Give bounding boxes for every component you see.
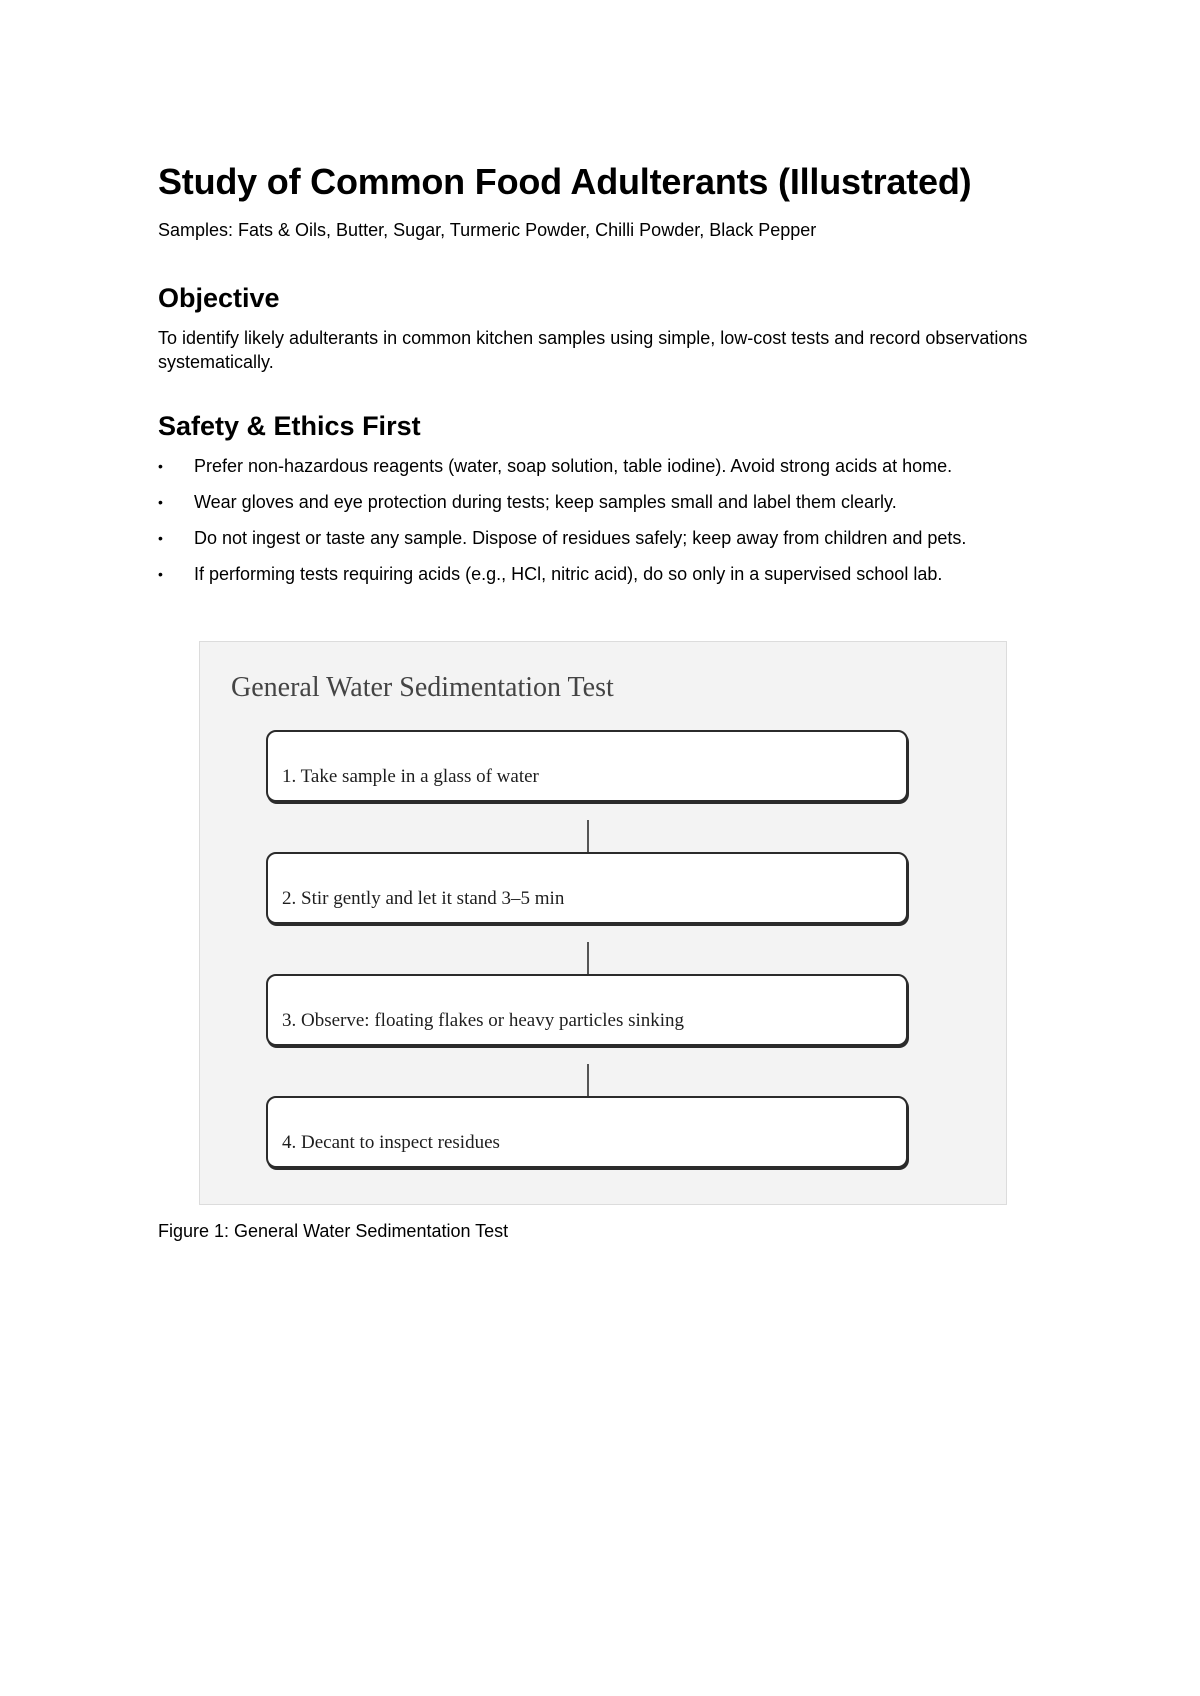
figure-title: General Water Sedimentation Test (231, 672, 614, 703)
bullet-icon: • (158, 458, 163, 474)
list-item (158, 454, 1074, 478)
bullet-icon: • (158, 566, 163, 582)
bullet-icon: • (158, 530, 163, 546)
flow-connector (587, 942, 589, 974)
safety-heading: Safety & Ethics First (158, 411, 421, 441)
list-item (158, 562, 1074, 586)
objective-text: To identify likely adulterants in common kitchen samples using simple, low-cost tests and record observations systematically. (158, 328, 1028, 372)
flow-step-label: 1. Take sample in a glass of water (282, 766, 539, 787)
document-body (158, 158, 1058, 598)
safety-list (158, 454, 1058, 586)
list-item-text: Prefer non-hazardous reagents (water, soap solution, table iodine). Avoid strong acids at home. (194, 456, 953, 476)
flow-step-label: 3. Observe: floating flakes or heavy particles sinking (282, 1010, 685, 1031)
flow-step-1 (266, 730, 908, 802)
list-item-text: Do not ingest or taste any sample. Dispose of residues safely; keep away from children and pets. (194, 528, 967, 548)
page-title: Study of Common Food Adulterants (Illustrated) (158, 161, 972, 202)
flow-step-label: 4. Decant to inspect residues (282, 1132, 500, 1153)
bullet-icon: • (158, 494, 163, 510)
flow-connector (587, 1064, 589, 1096)
flowchart-figure (199, 641, 1007, 1205)
figure-caption: Figure 1: General Water Sedimentation Test (158, 1221, 509, 1241)
list-item-text: Wear gloves and eye protection during tests; keep samples small and label them clearly. (194, 492, 897, 512)
flow-step-3 (266, 974, 908, 1046)
list-item-text: If performing tests requiring acids (e.g., HCl, nitric acid), do so only in a supervised school lab. (194, 564, 943, 584)
flow-step-label: 2. Stir gently and let it stand 3–5 min (282, 888, 565, 909)
list-item (158, 490, 1074, 514)
flow-connector (587, 820, 589, 852)
list-item (158, 526, 1074, 550)
samples-subtitle: Samples: Fats & Oils, Butter, Sugar, Turmeric Powder, Chilli Powder, Black Pepper (158, 220, 817, 240)
flow-step-2 (266, 852, 908, 924)
objective-heading: Objective (158, 283, 280, 313)
flow-step-4 (266, 1096, 908, 1168)
